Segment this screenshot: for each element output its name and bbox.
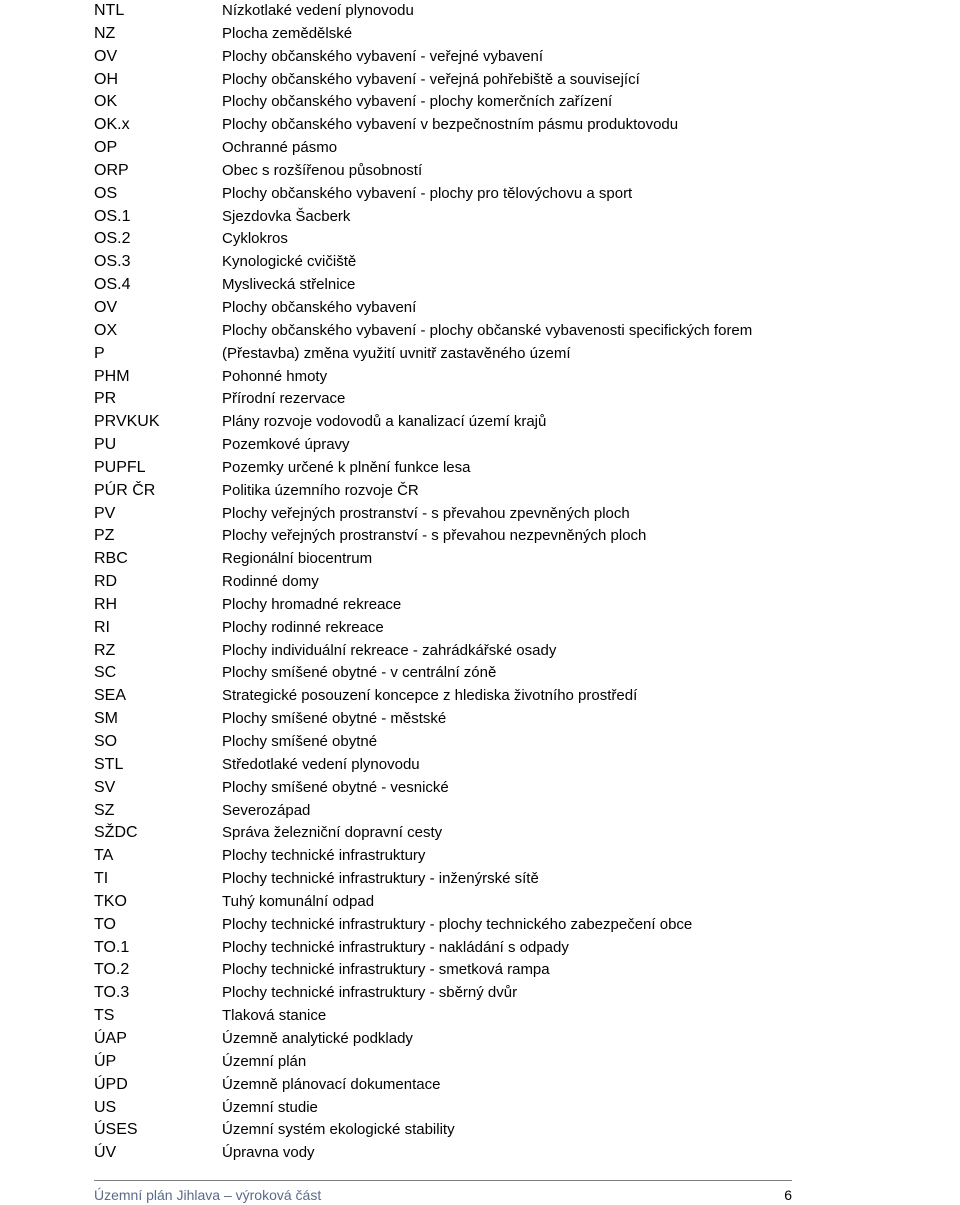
abbreviation-meaning: Regionální biocentrum — [222, 550, 373, 568]
abbreviation-code: PV — [94, 504, 116, 522]
abbreviation-row — [94, 457, 944, 480]
abbreviation-row — [94, 206, 944, 229]
abbreviation-code: NZ — [94, 24, 116, 42]
abbreviation-row — [94, 160, 944, 183]
abbreviation-row — [94, 662, 944, 685]
abbreviation-row — [94, 1051, 944, 1074]
abbreviation-meaning: Ochranné pásmo — [222, 139, 338, 157]
abbreviation-code: TI — [94, 870, 109, 888]
abbreviation-row — [94, 1119, 944, 1142]
abbreviation-meaning: Strategické posouzení koncepce z hlediska životního prostředí — [222, 687, 638, 705]
abbreviation-meaning: Plochy občanského vybavení - veřejná pohřebiště a související — [222, 70, 640, 88]
abbreviation-row — [94, 868, 944, 891]
abbreviation-row — [94, 228, 944, 251]
abbreviation-meaning: Plochy technické infrastruktury - plochy technického zabezpečení obce — [222, 915, 693, 933]
abbreviation-meaning: Pozemkové úpravy — [222, 436, 350, 454]
abbreviation-row — [94, 914, 944, 937]
abbreviation-code: TA — [94, 847, 114, 865]
abbreviation-code: TKO — [94, 892, 127, 910]
abbreviation-meaning: Tuhý komunální odpad — [222, 892, 375, 910]
abbreviation-meaning: Nízkotlaké vedení plynovodu — [222, 2, 414, 19]
abbreviation-meaning: Plochy veřejných prostranství - s převahou nezpevněných ploch — [222, 527, 647, 545]
abbreviation-code: OS.3 — [94, 253, 131, 271]
abbreviation-meaning: Plochy občanského vybavení - plochy komerčních zařízení — [222, 93, 613, 111]
abbreviation-row — [94, 937, 944, 960]
abbreviation-code: SZ — [94, 801, 115, 819]
abbreviation-meaning: Obec s rozšířenou působností — [222, 161, 423, 179]
abbreviation-meaning: Kynologické cvičiště — [222, 253, 357, 271]
abbreviation-row — [94, 114, 944, 137]
abbreviation-code: ORP — [94, 161, 129, 179]
abbreviation-row — [94, 822, 944, 845]
abbreviation-meaning: Plochy technické infrastruktury - nakládání s odpady — [222, 938, 569, 956]
abbreviation-row — [94, 274, 944, 297]
abbreviation-meaning: Plochy občanského vybavení - veřejné vybavení — [222, 47, 544, 65]
abbreviation-code: PR — [94, 390, 117, 408]
abbreviation-code: TS — [94, 1007, 115, 1025]
abbreviation-code: OS.1 — [94, 207, 131, 225]
abbreviation-code: OS.2 — [94, 230, 131, 248]
abbreviation-row — [94, 1142, 944, 1165]
abbreviation-meaning: Cyklokros — [222, 230, 288, 248]
abbreviation-meaning: Plochy občanského vybavení v bezpečnostním pásmu produktovodu — [222, 116, 679, 134]
abbreviation-meaning: Přírodní rezervace — [222, 390, 346, 408]
abbreviation-code: RZ — [94, 641, 116, 659]
abbreviation-code: PÚR ČR — [94, 481, 156, 499]
abbreviation-row — [94, 777, 944, 800]
abbreviation-code: TO.1 — [94, 938, 130, 956]
abbreviation-row — [94, 731, 944, 754]
abbreviation-row — [94, 525, 944, 548]
abbreviation-row — [94, 1074, 944, 1097]
abbreviation-meaning: Tlaková stanice — [222, 1007, 327, 1025]
abbreviation-row — [94, 411, 944, 434]
abbreviation-row — [94, 388, 944, 411]
abbreviation-row — [94, 480, 944, 503]
abbreviation-code: OK.x — [94, 116, 130, 134]
abbreviation-meaning: Plochy smíšené obytné - vesnické — [222, 778, 449, 796]
abbreviation-code: RBC — [94, 550, 128, 568]
abbreviation-meaning: Plochy rodinné rekreace — [222, 618, 384, 636]
abbreviation-row — [94, 982, 944, 1005]
abbreviation-row — [94, 548, 944, 571]
abbreviation-code: US — [94, 1098, 117, 1116]
abbreviation-code: PU — [94, 436, 117, 454]
abbreviation-meaning: Územní systém ekologické stability — [222, 1121, 455, 1139]
abbreviation-code: SO — [94, 733, 118, 750]
abbreviation-row — [94, 434, 944, 457]
abbreviation-row — [94, 685, 944, 708]
abbreviation-code: OV — [94, 47, 118, 65]
abbreviation-row — [94, 137, 944, 160]
abbreviation-code: OP — [94, 139, 118, 157]
abbreviation-meaning: Úpravna vody — [222, 1144, 315, 1162]
abbreviation-row — [94, 366, 944, 389]
abbreviation-meaning: Plochy technické infrastruktury - inženýrské sítě — [222, 870, 539, 888]
abbreviation-meaning: Územní studie — [222, 1098, 318, 1116]
abbreviation-meaning: Sjezdovka Šacberk — [222, 207, 351, 225]
abbreviation-code: SŽDC — [94, 824, 138, 842]
abbreviation-row — [94, 251, 944, 274]
abbreviation-meaning: (Přestavba) změna využití uvnitř zastavěného území — [222, 344, 571, 362]
abbreviation-row — [94, 46, 944, 69]
abbreviation-row — [94, 617, 944, 640]
footer-document-title: Územní plán Jihlava – výroková část — [94, 1187, 322, 1203]
abbreviation-row — [94, 0, 944, 23]
abbreviation-row — [94, 320, 944, 343]
page-footer — [94, 1180, 792, 1204]
abbreviation-meaning: Středotlaké vedení plynovodu — [222, 755, 420, 773]
abbreviation-code: TO.3 — [94, 984, 130, 1002]
abbreviation-code: SV — [94, 778, 116, 796]
abbreviation-meaning: Plochy občanského vybavení — [222, 298, 417, 316]
abbreviation-meaning: Myslivecká střelnice — [222, 276, 356, 294]
abbreviation-row — [94, 1005, 944, 1028]
abbreviation-meaning: Plochy smíšené obytné — [222, 733, 378, 750]
abbreviation-row — [94, 297, 944, 320]
abbreviation-row — [94, 891, 944, 914]
abbreviation-code: PHM — [94, 367, 130, 385]
abbreviation-row — [94, 343, 944, 366]
abbreviation-row — [94, 183, 944, 206]
abbreviation-row — [94, 1097, 944, 1120]
abbreviation-code: OK — [94, 93, 118, 111]
footer-page-number: 6 — [784, 1187, 792, 1203]
abbreviation-row — [94, 69, 944, 92]
abbreviation-meaning: Územně plánovací dokumentace — [222, 1075, 441, 1093]
abbreviation-meaning: Správa železniční dopravní cesty — [222, 824, 443, 842]
abbreviation-code: OS — [94, 184, 118, 202]
abbreviation-list — [94, 0, 944, 1165]
abbreviation-row — [94, 800, 944, 823]
abbreviation-meaning: Plochy smíšené obytné - městské — [222, 710, 447, 728]
abbreviation-code: RI — [94, 618, 110, 636]
abbreviation-row — [94, 708, 944, 731]
abbreviation-meaning: Plochy veřejných prostranství - s převahou zpevněných ploch — [222, 504, 630, 522]
abbreviation-code: ÚPD — [94, 1075, 128, 1093]
abbreviation-row — [94, 503, 944, 526]
abbreviation-code: OS.4 — [94, 276, 131, 294]
abbreviation-code: RH — [94, 595, 118, 613]
abbreviation-row — [94, 845, 944, 868]
abbreviation-code: NTL — [94, 2, 125, 19]
abbreviation-meaning: Plochy technické infrastruktury — [222, 847, 426, 865]
abbreviation-code: ÚAP — [94, 1029, 127, 1047]
abbreviation-code: TO — [94, 915, 116, 933]
abbreviation-meaning: Pohonné hmoty — [222, 367, 328, 385]
abbreviation-code: SM — [94, 710, 118, 728]
abbreviation-meaning: Plochy občanského vybavení - plochy pro tělovýchovu a sport — [222, 184, 633, 202]
abbreviation-meaning: Rodinné domy — [222, 573, 319, 591]
abbreviation-code: PZ — [94, 527, 115, 545]
abbreviation-row — [94, 754, 944, 777]
abbreviation-meaning: Plocha zemědělské — [222, 24, 353, 42]
abbreviation-row — [94, 1028, 944, 1051]
abbreviation-meaning: Plochy technické infrastruktury - smetková rampa — [222, 961, 550, 979]
abbreviation-code: ÚV — [94, 1144, 117, 1162]
abbreviation-row — [94, 91, 944, 114]
abbreviation-row — [94, 594, 944, 617]
abbreviation-code: OV — [94, 298, 118, 316]
abbreviation-code: STL — [94, 755, 124, 773]
abbreviation-meaning: Pozemky určené k plnění funkce lesa — [222, 458, 471, 476]
abbreviation-code: ÚP — [94, 1052, 117, 1070]
abbreviation-meaning: Územně analytické podklady — [222, 1029, 413, 1047]
abbreviation-meaning: Plochy hromadné rekreace — [222, 595, 402, 613]
abbreviation-row — [94, 640, 944, 663]
abbreviation-code: P — [94, 344, 105, 362]
abbreviation-code: RD — [94, 573, 118, 591]
abbreviation-code: SEA — [94, 687, 127, 705]
abbreviation-code: PUPFL — [94, 458, 146, 476]
abbreviation-meaning: Plochy občanského vybavení - plochy občanské vybavenosti specifických forem — [222, 321, 753, 339]
abbreviation-row — [94, 571, 944, 594]
abbreviation-meaning: Územní plán — [222, 1052, 307, 1070]
abbreviation-meaning: Plány rozvoje vodovodů a kanalizací území krajů — [222, 413, 547, 431]
abbreviation-code: ÚSES — [94, 1121, 138, 1139]
abbreviation-code: PRVKUK — [94, 413, 160, 431]
abbreviation-row — [94, 23, 944, 46]
abbreviation-code: SC — [94, 664, 117, 682]
abbreviation-meaning: Plochy technické infrastruktury - sběrný dvůr — [222, 984, 518, 1002]
abbreviation-code: OX — [94, 321, 118, 339]
abbreviation-meaning: Plochy smíšené obytné - v centrální zóně — [222, 664, 497, 682]
abbreviation-meaning: Severozápad — [222, 801, 311, 819]
abbreviation-row — [94, 959, 944, 982]
abbreviation-meaning: Politika územního rozvoje ČR — [222, 481, 419, 499]
abbreviation-code: OH — [94, 70, 118, 88]
abbreviation-meaning: Plochy individuální rekreace - zahrádkářské osady — [222, 641, 557, 659]
abbreviation-code: TO.2 — [94, 961, 130, 979]
